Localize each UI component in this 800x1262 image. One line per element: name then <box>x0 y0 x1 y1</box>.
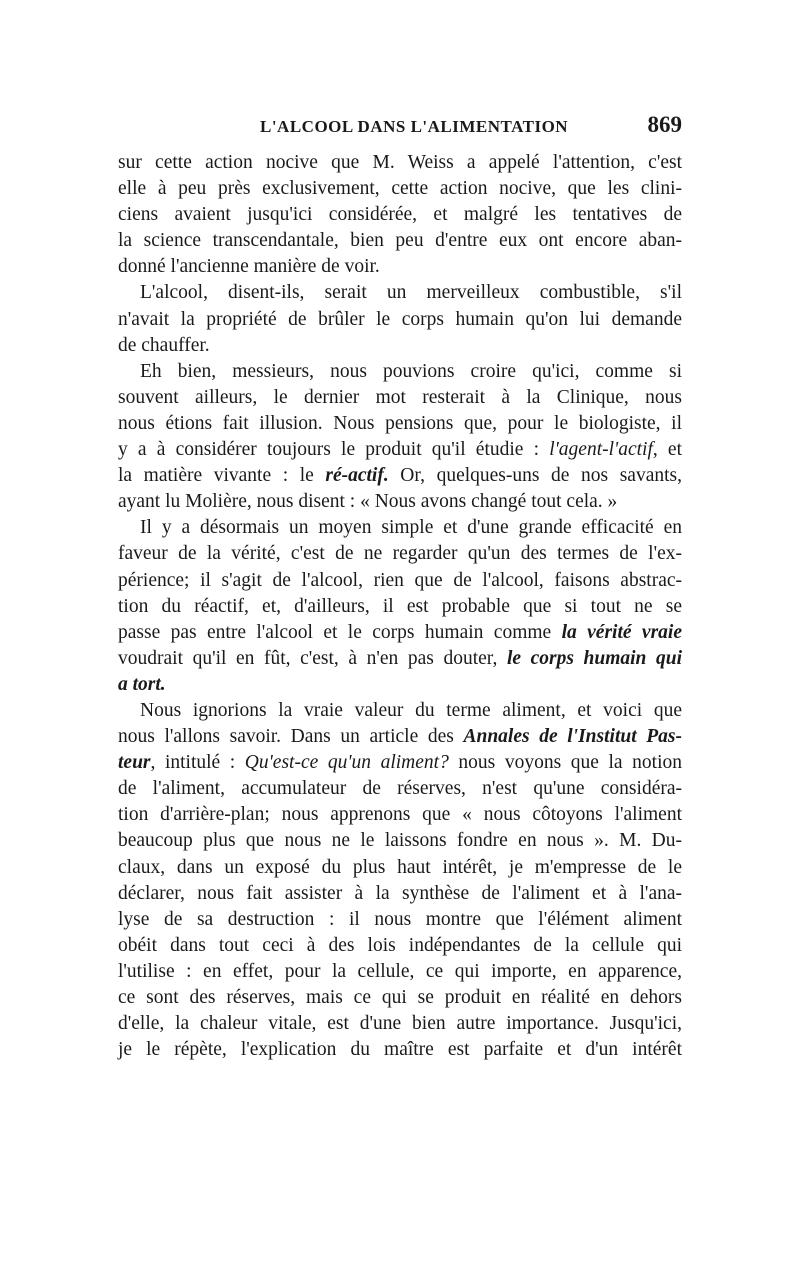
text-line: de l'aliment, accumulateur de réserves, n'est qu'une considéra- <box>118 778 682 800</box>
text-span: nous l'allons savoir. Dans un article des <box>118 726 464 748</box>
text-line: faveur de la vérité, c'est de ne regarder qu'un des termes de l'ex- <box>118 543 682 565</box>
text-line: ayant lu Molière, nous disent : « Nous avons changé tout cela. » <box>118 491 618 513</box>
paragraph-start-line: L'alcool, disent-ils, serait un merveilleux combustible, s'il <box>140 282 682 304</box>
text-line: l'utilise : en effet, pour la cellule, ce qui importe, en apparence, <box>118 960 682 982</box>
text-line <box>118 724 682 750</box>
running-head: L'ALCOOL DANS L'ALIMENTATION <box>260 117 569 136</box>
text-line: je le répète, l'explication du maître est parfaite et d'un intérêt <box>118 1039 682 1061</box>
text-line <box>118 437 682 463</box>
italic-phrase: a tort. <box>118 673 166 695</box>
italic-term: l'agent-l'actif <box>549 439 653 461</box>
text-line: elle à peu près exclusivement, cette action nocive, que les clini- <box>118 178 682 200</box>
journal-title: Annales de l'Institut Pas- <box>463 726 682 748</box>
text-span: , intitulé : <box>150 752 245 774</box>
text-line: claux, dans un exposé du plus haut intérêt, je m'empresse de le <box>118 856 682 878</box>
text-line: ciens avaient jusqu'ici considérée, et malgré les tentatives de <box>118 204 682 226</box>
text-span: Or, quelques-uns de nos savants, <box>388 465 682 487</box>
text-line: souvent ailleurs, le dernier mot resterait à la Clinique, nous <box>118 386 682 408</box>
text-span: voudrait qu'il en fût, c'est, à n'en pas douter, <box>118 647 507 669</box>
body-text <box>118 150 682 1063</box>
journal-title: teur <box>118 752 151 774</box>
text-line: tion d'arrière-plan; nous apprenons que « nous côtoyons l'aliment <box>118 804 682 826</box>
text-span: y a à considérer toujours le produit qu'il étudie : <box>118 439 550 461</box>
paragraph-start-line: Il y a désormais un moyen simple et d'une grande efficacité en <box>140 517 682 539</box>
text-line: la science transcendantale, bien peu d'entre eux ont encore aban- <box>118 230 682 252</box>
text-line: périence; il s'agit de l'alcool, rien que de l'alcool, faisons abstrac- <box>118 569 682 591</box>
page-header <box>118 112 682 142</box>
text-span: , et <box>652 439 682 461</box>
text-line: d'elle, la chaleur vitale, est d'une bien autre importance. Jusqu'ici, <box>118 1013 682 1035</box>
text-span: nous voyons que la notion <box>448 752 682 774</box>
text-line: de chauffer. <box>118 334 210 356</box>
text-line: lyse de sa destruction : il nous montre que l'élément aliment <box>118 908 682 930</box>
italic-term: ré-actif. <box>325 465 389 487</box>
text-line <box>118 750 682 776</box>
text-line <box>118 463 682 489</box>
text-line: beaucoup plus que nous ne le laissons fondre en nous ». M. Du- <box>118 830 682 852</box>
article-title: Qu'est-ce qu'un aliment? <box>244 752 449 774</box>
italic-phrase: le corps humain qui <box>506 647 682 669</box>
text-line <box>118 620 682 646</box>
text-line: obéit dans tout ceci à des lois indépendantes de la cellule qui <box>118 934 682 956</box>
text-line: tion du réactif, et, d'ailleurs, il est probable que si tout ne se <box>118 595 682 617</box>
italic-phrase: la vérité vraie <box>561 621 682 643</box>
text-line: nous étions fait illusion. Nous pensions que, pour le biologiste, il <box>118 412 682 434</box>
text-line: déclarer, nous fait assister à la synthèse de l'aliment et à l'ana- <box>118 882 682 904</box>
text-line <box>118 672 682 698</box>
page-number: 869 <box>647 112 682 137</box>
text-line: donné l'ancienne manière de voir. <box>118 256 380 278</box>
text-span: la matière vivante : le <box>118 465 326 487</box>
text-line: sur cette action nocive que M. Weiss a appelé l'attention, c'est <box>118 152 682 173</box>
paragraph-start-line: Eh bien, messieurs, nous pouvions croire qu'ici, comme si <box>140 360 682 382</box>
text-line: n'avait la propriété de brûler le corps humain qu'on lui demande <box>118 308 682 330</box>
text-span: passe pas entre l'alcool et le corps humain comme <box>118 621 562 643</box>
paragraph-start-line: Nous ignorions la vraie valeur du terme aliment, et voici que <box>140 699 682 721</box>
text-line: ce sont des réserves, mais ce qui se produit en réalité en dehors <box>118 987 682 1008</box>
text-line <box>118 646 682 672</box>
